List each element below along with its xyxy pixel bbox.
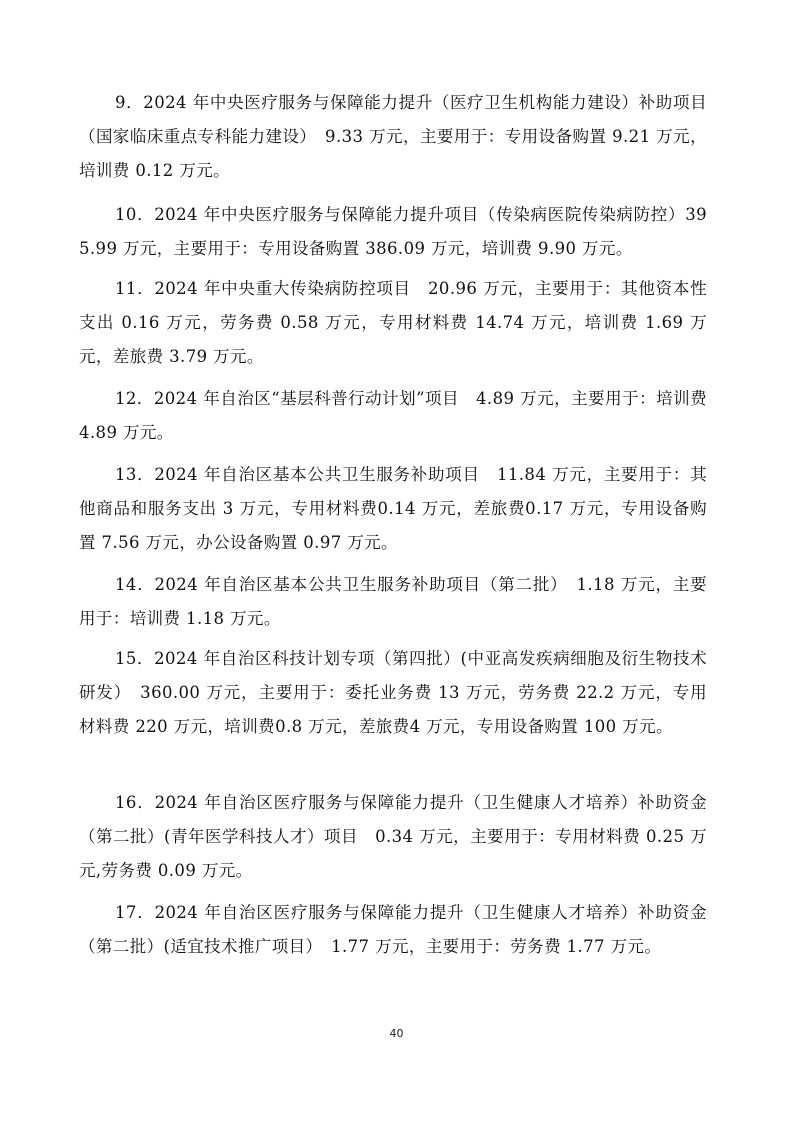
paragraph-item-10: 10．2024 年中央医疗服务与保障能力提升项目（传染病医院传染病防控）395.99 万元，主要用于：专用设备购置 386.09 万元，培训费 9.90 万元。: [79, 205, 707, 258]
paragraph-item-17: 17．2024 年自治区医疗服务与保障能力提升（卫生健康人才培养）补助资金（第二批）(适宜技术推广项目） 1.77 万元，主要用于：劳务费 1.77 万元。: [79, 903, 707, 956]
paragraph-item-13: 13．2024 年自治区基本公共卫生服务补助项目 11.84 万元，主要用于：其他商品和服务支出 3 万元，专用材料费0.14 万元，差旅费0.17 万元，专用设备购置 7.56 万元，办公设备购置 0.97 万元。: [79, 465, 707, 552]
paragraph-item-15: 15．2024 年自治区科技计划专项（第四批）(中亚高发疾病细胞及衍生物技术研发） 360.00 万元，主要用于：委托业务费 13 万元，劳务费 22.2 万元，专用材料费 220 万元，培训费0.8 万元，差旅费4 万元，专用设备购置 100 万元。: [79, 649, 707, 736]
paragraph-item-11: 11．2024 年中央重大传染病防控项目 20.96 万元，主要用于：其他资本性支出 0.16 万元，劳务费 0.58 万元，专用材料费 14.74 万元，培训费 1.69 万元，差旅费 3.79 万元。: [79, 279, 707, 366]
paragraph-item-12: 12．2024 年自治区“基层科普行动计划”项目 4.89 万元，主要用于：培训费 4.89 万元。: [79, 389, 707, 442]
paragraph-item-9: 9．2024 年中央医疗服务与保障能力提升（医疗卫生机构能力建设）补助项目（国家临床重点专科能力建设） 9.33 万元，主要用于：专用设备购置 9.21 万元，培训费 0.12 万元。: [79, 93, 707, 180]
page-number: 40: [389, 1027, 404, 1040]
paragraph-item-14: 14．2024 年自治区基本公共卫生服务补助项目（第二批） 1.18 万元，主要用于：培训费 1.18 万元。: [79, 575, 707, 628]
paragraph-item-16: 16．2024 年自治区医疗服务与保障能力提升（卫生健康人才培养）补助资金（第二批）(青年医学科技人才）项目 0.34 万元，主要用于：专用材料费 0.25 万元,劳务费 0.09 万元。: [79, 793, 707, 880]
